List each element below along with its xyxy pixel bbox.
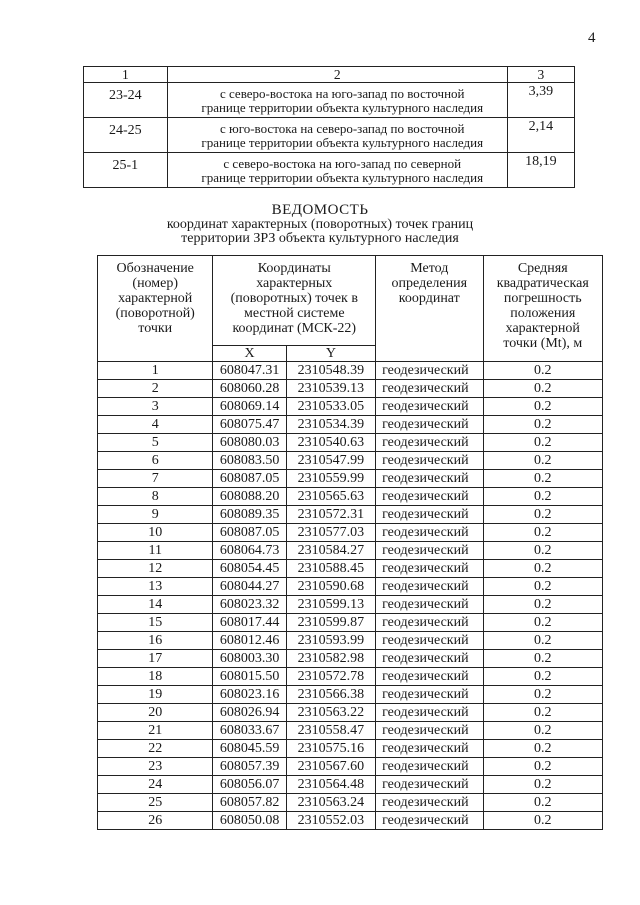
coordinate-x-cell: 608075.47 bbox=[213, 416, 286, 434]
error-cell: 0.2 bbox=[483, 524, 603, 542]
method-cell: геодезический bbox=[376, 452, 483, 470]
coordinate-y-cell: 2310539.13 bbox=[286, 380, 375, 398]
error-cell: 0.2 bbox=[483, 722, 603, 740]
segment-cell: 23-24 bbox=[84, 83, 168, 118]
error-cell: 0.2 bbox=[483, 416, 603, 434]
table-row bbox=[98, 686, 603, 704]
coordinate-x-cell: 608017.44 bbox=[213, 614, 286, 632]
page-number: 4 bbox=[588, 30, 596, 46]
coordinate-x-cell: 608083.50 bbox=[213, 452, 286, 470]
error-cell: 0.2 bbox=[483, 542, 603, 560]
point-number-cell: 19 bbox=[98, 686, 213, 704]
coordinate-x-cell: 608080.03 bbox=[213, 434, 286, 452]
coordinate-x-cell: 608012.46 bbox=[213, 632, 286, 650]
coordinate-x-cell: 608057.82 bbox=[213, 794, 286, 812]
point-number-cell: 13 bbox=[98, 578, 213, 596]
table-body bbox=[98, 362, 603, 830]
point-number-cell: 25 bbox=[98, 794, 213, 812]
header-line: местной системе bbox=[243, 306, 345, 321]
table-row bbox=[98, 650, 603, 668]
table-row bbox=[98, 362, 603, 380]
direction-line: с северо-востока на юго-запад по восточной bbox=[219, 86, 465, 101]
method-cell: геодезический bbox=[376, 524, 483, 542]
coordinate-x-cell: 608060.28 bbox=[213, 380, 286, 398]
error-cell: 0.2 bbox=[483, 776, 603, 794]
coordinate-y-cell: 2310584.27 bbox=[286, 542, 375, 560]
method-cell: геодезический bbox=[376, 488, 483, 506]
table-row bbox=[98, 452, 603, 470]
coordinate-x-cell: 608088.20 bbox=[213, 488, 286, 506]
coordinate-x-cell: 608003.30 bbox=[213, 650, 286, 668]
point-number-cell: 2 bbox=[98, 380, 213, 398]
coordinate-y-cell: 2310552.03 bbox=[286, 812, 375, 830]
point-number-cell: 14 bbox=[98, 596, 213, 614]
statement-subtitle-line2: территории ЗРЗ объекта культурного наследия bbox=[181, 231, 459, 246]
error-cell: 0.2 bbox=[483, 668, 603, 686]
header-line: (поворотных) точек в bbox=[230, 291, 358, 306]
error-cell: 0.2 bbox=[483, 740, 603, 758]
table-row bbox=[98, 722, 603, 740]
header-line: Координаты bbox=[257, 261, 331, 276]
coordinate-x-cell: 608089.35 bbox=[213, 506, 286, 524]
method-cell: геодезический bbox=[376, 650, 483, 668]
direction-line: с северо-востока на юго-запад по северной bbox=[223, 156, 462, 171]
error-cell: 0.2 bbox=[483, 470, 603, 488]
table-row bbox=[98, 632, 603, 650]
table-row bbox=[98, 470, 603, 488]
segment-cell: 25-1 bbox=[84, 153, 168, 188]
table-row bbox=[98, 434, 603, 452]
coordinate-y-cell: 2310563.24 bbox=[286, 794, 375, 812]
table-header-row bbox=[98, 256, 603, 346]
point-number-cell: 12 bbox=[98, 560, 213, 578]
length-cell: 18,19 bbox=[507, 153, 574, 188]
header-point-designation bbox=[98, 256, 213, 362]
table-row bbox=[98, 524, 603, 542]
error-cell: 0.2 bbox=[483, 614, 603, 632]
method-cell: геодезический bbox=[376, 416, 483, 434]
coordinate-y-cell: 2310593.99 bbox=[286, 632, 375, 650]
table-row bbox=[98, 416, 603, 434]
method-cell: геодезический bbox=[376, 434, 483, 452]
error-cell: 0.2 bbox=[483, 578, 603, 596]
point-number-cell: 16 bbox=[98, 632, 213, 650]
column-number: 2 bbox=[167, 67, 507, 83]
method-cell: геодезический bbox=[376, 794, 483, 812]
method-cell: геодезический bbox=[376, 560, 483, 578]
table-row bbox=[98, 740, 603, 758]
coordinate-y-cell: 2310588.45 bbox=[286, 560, 375, 578]
error-cell: 0.2 bbox=[483, 632, 603, 650]
coordinate-y-cell: 2310558.47 bbox=[286, 722, 375, 740]
coordinate-x-cell: 608054.45 bbox=[213, 560, 286, 578]
statement-title: ВЕДОМОСТЬ bbox=[271, 202, 369, 218]
table-row bbox=[84, 83, 575, 118]
point-number-cell: 23 bbox=[98, 758, 213, 776]
coordinate-x-cell: 608033.67 bbox=[213, 722, 286, 740]
coordinate-x-cell: 608064.73 bbox=[213, 542, 286, 560]
point-number-cell: 15 bbox=[98, 614, 213, 632]
direction-line: границе территории объекта культурного наследия bbox=[201, 170, 484, 185]
error-cell: 0.2 bbox=[483, 758, 603, 776]
coordinate-x-cell: 608050.08 bbox=[213, 812, 286, 830]
table-row bbox=[98, 776, 603, 794]
point-number-cell: 11 bbox=[98, 542, 213, 560]
table-row bbox=[98, 812, 603, 830]
table-row bbox=[84, 118, 575, 153]
method-cell: геодезический bbox=[376, 380, 483, 398]
coordinate-y-cell: 2310563.22 bbox=[286, 704, 375, 722]
point-number-cell: 21 bbox=[98, 722, 213, 740]
header-line: Обозначение bbox=[116, 261, 194, 276]
point-number-cell: 24 bbox=[98, 776, 213, 794]
coordinate-y-cell: 2310566.38 bbox=[286, 686, 375, 704]
direction-cell bbox=[167, 118, 507, 153]
header-x: X bbox=[213, 346, 286, 362]
coordinate-y-cell: 2310547.99 bbox=[286, 452, 375, 470]
point-number-cell: 5 bbox=[98, 434, 213, 452]
point-number-cell: 7 bbox=[98, 470, 213, 488]
method-cell: геодезический bbox=[376, 686, 483, 704]
method-cell: геодезический bbox=[376, 542, 483, 560]
error-cell: 0.2 bbox=[483, 704, 603, 722]
method-cell: геодезический bbox=[376, 812, 483, 830]
error-cell: 0.2 bbox=[483, 794, 603, 812]
point-number-cell: 6 bbox=[98, 452, 213, 470]
direction-cell bbox=[167, 83, 507, 118]
method-cell: геодезический bbox=[376, 776, 483, 794]
point-number-cell: 3 bbox=[98, 398, 213, 416]
error-cell: 0.2 bbox=[483, 596, 603, 614]
table-header-row bbox=[84, 67, 575, 83]
coordinate-y-cell: 2310534.39 bbox=[286, 416, 375, 434]
header-line: квадратическая bbox=[496, 276, 589, 291]
method-cell: геодезический bbox=[376, 398, 483, 416]
table-row bbox=[98, 380, 603, 398]
segment-cell: 24-25 bbox=[84, 118, 168, 153]
error-cell: 0.2 bbox=[483, 452, 603, 470]
direction-line: с юго-востока на северо-запад по восточной bbox=[219, 121, 465, 136]
header-line: (поворотной) bbox=[115, 306, 195, 321]
coordinate-x-cell: 608026.94 bbox=[213, 704, 286, 722]
method-cell: геодезический bbox=[376, 758, 483, 776]
point-number-cell: 22 bbox=[98, 740, 213, 758]
error-cell: 0.2 bbox=[483, 362, 603, 380]
coordinate-x-cell: 608044.27 bbox=[213, 578, 286, 596]
point-number-cell: 18 bbox=[98, 668, 213, 686]
boundary-segments-table bbox=[83, 66, 575, 188]
coordinate-y-cell: 2310575.16 bbox=[286, 740, 375, 758]
method-cell: геодезический bbox=[376, 578, 483, 596]
table-row bbox=[98, 596, 603, 614]
header-coordinates bbox=[213, 256, 376, 346]
header-line: положения bbox=[510, 306, 576, 321]
point-number-cell: 9 bbox=[98, 506, 213, 524]
direction-line: границе территории объекта культурного наследия bbox=[201, 100, 484, 115]
header-line: (номер) bbox=[132, 276, 179, 291]
length-cell: 3,39 bbox=[507, 83, 574, 118]
header-line: определения bbox=[391, 276, 468, 291]
header-line: характерной bbox=[118, 291, 193, 306]
coordinate-y-cell: 2310559.99 bbox=[286, 470, 375, 488]
header-line: координат bbox=[398, 291, 460, 306]
header-mean-error bbox=[483, 256, 603, 362]
table-row bbox=[98, 704, 603, 722]
coordinate-y-cell: 2310548.39 bbox=[286, 362, 375, 380]
error-cell: 0.2 bbox=[483, 686, 603, 704]
coordinate-y-cell: 2310572.31 bbox=[286, 506, 375, 524]
coordinate-x-cell: 608057.39 bbox=[213, 758, 286, 776]
coordinate-y-cell: 2310599.13 bbox=[286, 596, 375, 614]
point-number-cell: 20 bbox=[98, 704, 213, 722]
coordinate-x-cell: 608069.14 bbox=[213, 398, 286, 416]
error-cell: 0.2 bbox=[483, 488, 603, 506]
coordinate-y-cell: 2310565.63 bbox=[286, 488, 375, 506]
table-row bbox=[98, 506, 603, 524]
point-number-cell: 8 bbox=[98, 488, 213, 506]
header-line: координат (МСК-22) bbox=[232, 321, 357, 336]
coordinate-x-cell: 608023.16 bbox=[213, 686, 286, 704]
header-line: точки (Mt), м bbox=[503, 336, 583, 351]
method-cell: геодезический bbox=[376, 722, 483, 740]
table-row bbox=[98, 488, 603, 506]
header-y: Y bbox=[286, 346, 375, 362]
table-body bbox=[84, 83, 575, 188]
error-cell: 0.2 bbox=[483, 434, 603, 452]
coordinate-x-cell: 608023.32 bbox=[213, 596, 286, 614]
header-method bbox=[376, 256, 483, 362]
error-cell: 0.2 bbox=[483, 560, 603, 578]
method-cell: геодезический bbox=[376, 470, 483, 488]
header-line: характерных bbox=[256, 276, 333, 291]
table-row bbox=[98, 560, 603, 578]
coordinate-y-cell: 2310533.05 bbox=[286, 398, 375, 416]
coordinate-x-cell: 608047.31 bbox=[213, 362, 286, 380]
point-number-cell: 4 bbox=[98, 416, 213, 434]
header-line: Средняя bbox=[517, 261, 568, 276]
coordinate-x-cell: 608015.50 bbox=[213, 668, 286, 686]
coordinate-y-cell: 2310590.68 bbox=[286, 578, 375, 596]
method-cell: геодезический bbox=[376, 704, 483, 722]
coordinate-x-cell: 608087.05 bbox=[213, 524, 286, 542]
method-cell: геодезический bbox=[376, 596, 483, 614]
table-row bbox=[98, 542, 603, 560]
method-cell: геодезический bbox=[376, 668, 483, 686]
coordinate-x-cell: 608045.59 bbox=[213, 740, 286, 758]
point-number-cell: 1 bbox=[98, 362, 213, 380]
coordinate-y-cell: 2310564.48 bbox=[286, 776, 375, 794]
table-row bbox=[98, 398, 603, 416]
coordinate-y-cell: 2310577.03 bbox=[286, 524, 375, 542]
method-cell: геодезический bbox=[376, 362, 483, 380]
coordinate-y-cell: 2310572.78 bbox=[286, 668, 375, 686]
point-number-cell: 17 bbox=[98, 650, 213, 668]
table-row bbox=[84, 153, 575, 188]
header-line: точки bbox=[138, 321, 173, 336]
statement-subtitle-line1: координат характерных (поворотных) точек границ bbox=[166, 217, 474, 232]
coordinates-table bbox=[97, 255, 603, 830]
length-cell: 2,14 bbox=[507, 118, 574, 153]
method-cell: геодезический bbox=[376, 506, 483, 524]
table-row bbox=[98, 758, 603, 776]
table-row bbox=[98, 668, 603, 686]
method-cell: геодезический bbox=[376, 740, 483, 758]
header-line: погрешность bbox=[503, 291, 582, 306]
coordinate-x-cell: 608056.07 bbox=[213, 776, 286, 794]
direction-cell bbox=[167, 153, 507, 188]
error-cell: 0.2 bbox=[483, 506, 603, 524]
column-number: 1 bbox=[84, 67, 168, 83]
coordinate-y-cell: 2310540.63 bbox=[286, 434, 375, 452]
point-number-cell: 26 bbox=[98, 812, 213, 830]
point-number-cell: 10 bbox=[98, 524, 213, 542]
method-cell: геодезический bbox=[376, 614, 483, 632]
table-row bbox=[98, 794, 603, 812]
column-number: 3 bbox=[507, 67, 574, 83]
header-line: характерной bbox=[505, 321, 580, 336]
error-cell: 0.2 bbox=[483, 812, 603, 830]
direction-line: границе территории объекта культурного наследия bbox=[201, 135, 484, 150]
header-line: Метод bbox=[410, 261, 449, 276]
table-row bbox=[98, 614, 603, 632]
coordinate-y-cell: 2310599.87 bbox=[286, 614, 375, 632]
method-cell: геодезический bbox=[376, 632, 483, 650]
error-cell: 0.2 bbox=[483, 380, 603, 398]
coordinate-x-cell: 608087.05 bbox=[213, 470, 286, 488]
error-cell: 0.2 bbox=[483, 650, 603, 668]
coordinate-y-cell: 2310567.60 bbox=[286, 758, 375, 776]
table-row bbox=[98, 578, 603, 596]
error-cell: 0.2 bbox=[483, 398, 603, 416]
coordinate-y-cell: 2310582.98 bbox=[286, 650, 375, 668]
